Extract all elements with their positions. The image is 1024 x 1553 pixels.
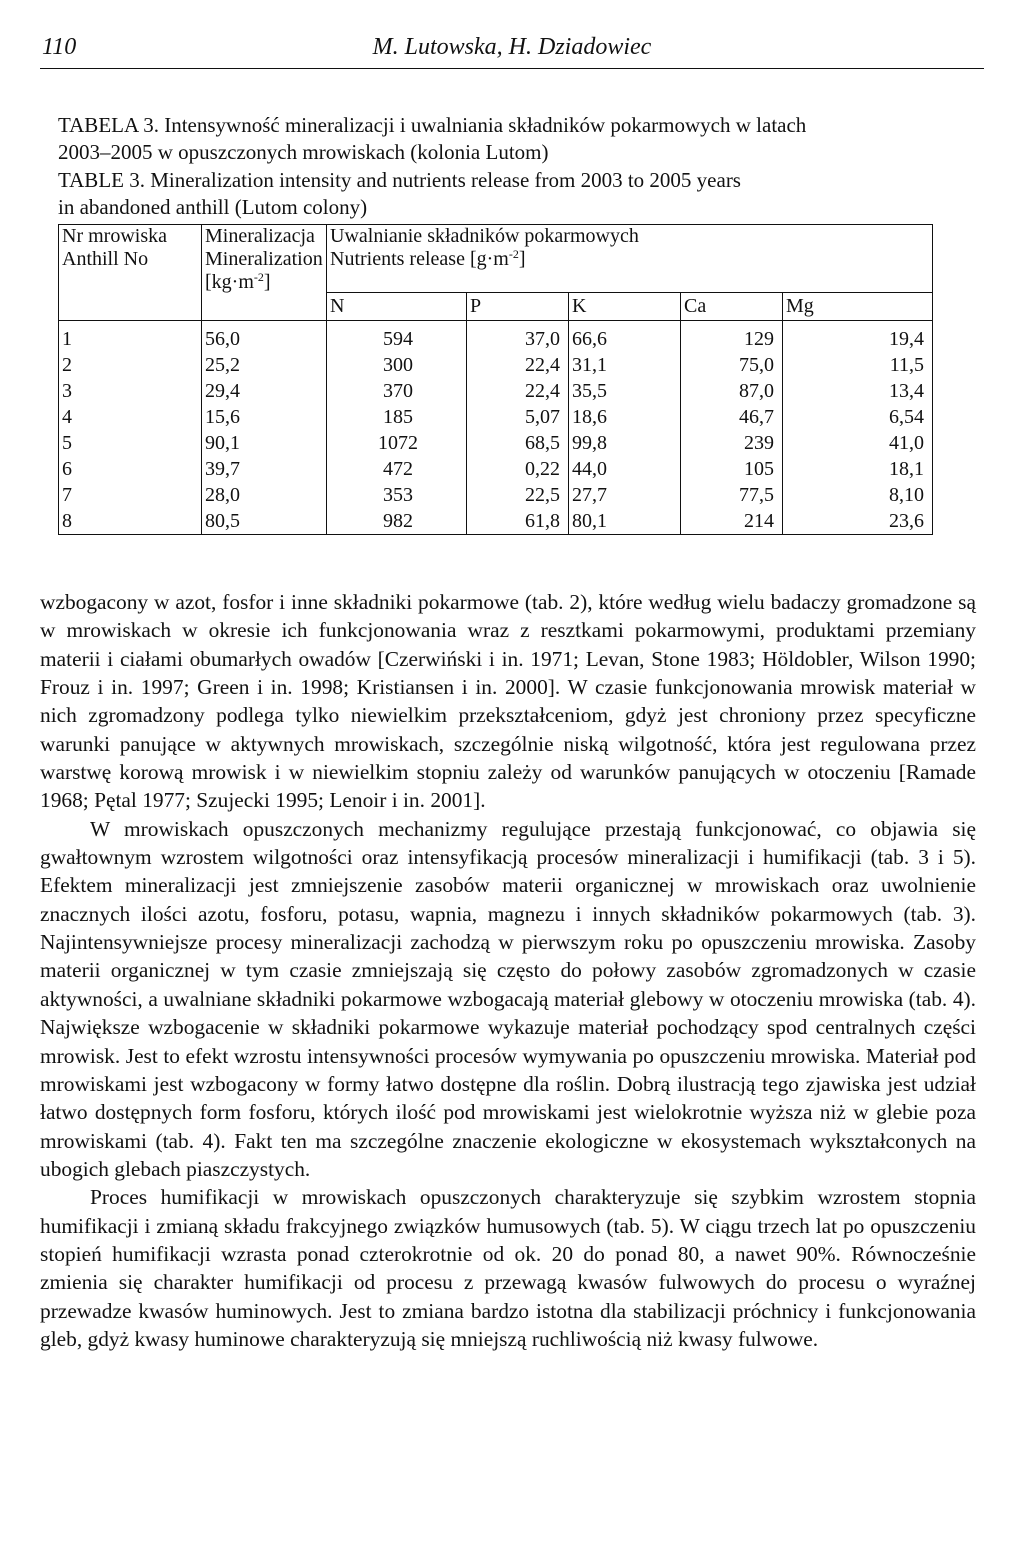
cell-no: 3	[59, 378, 202, 404]
cell-mg: 41,0	[783, 430, 933, 456]
cell-no: 5	[59, 430, 202, 456]
cell-min: 80,5	[202, 508, 327, 535]
cell-no: 7	[59, 482, 202, 508]
cell-p: 22,4	[467, 378, 569, 404]
cell-mg: 11,5	[783, 352, 933, 378]
table-row	[59, 326, 933, 352]
cell-k: 44,0	[569, 456, 681, 482]
cell-p: 37,0	[467, 326, 569, 352]
cell-k: 80,1	[569, 508, 681, 535]
running-header-authors: M. Lutowska, H. Dziadowiec	[372, 34, 652, 60]
cell-p: 22,5	[467, 482, 569, 508]
header-mg: Mg	[783, 293, 933, 321]
header-anthill-no: Nr mrowiska Anthill No	[59, 225, 202, 321]
cell-mg: 23,6	[783, 508, 933, 535]
cell-mg: 19,4	[783, 326, 933, 352]
cell-mg: 18,1	[783, 456, 933, 482]
header-n: N	[327, 293, 467, 321]
cell-mg: 8,10	[783, 482, 933, 508]
cell-k: 35,5	[569, 378, 681, 404]
cell-no: 1	[59, 326, 202, 352]
caption-line-pl-2: 2003–2005 w opuszczonych mrowiskach (kolonia Lutom)	[58, 140, 549, 165]
cell-p: 5,07	[467, 404, 569, 430]
caption-line-en-1: TABLE 3. Mineralization intensity and nutrients release from 2003 to 2005 years	[58, 167, 741, 192]
cell-k: 31,1	[569, 352, 681, 378]
cell-n: 1072	[327, 430, 467, 456]
cell-no: 4	[59, 404, 202, 430]
cell-n: 594	[327, 326, 467, 352]
cell-ca: 75,0	[681, 352, 783, 378]
table-row	[59, 404, 933, 430]
cell-mg: 6,54	[783, 404, 933, 430]
cell-n: 472	[327, 456, 467, 482]
table-row	[59, 378, 933, 404]
header-mineralization: Mineralizacja Mineralization $[kg\cdot m^{-2}]$	[202, 225, 327, 321]
body-text	[40, 588, 976, 1353]
table-row	[59, 508, 933, 535]
cell-n: 982	[327, 508, 467, 535]
cell-ca: 105	[681, 456, 783, 482]
cell-p: 22,4	[467, 352, 569, 378]
cell-min: 90,1	[202, 430, 327, 456]
table-row	[59, 456, 933, 482]
cell-k: 66,6	[569, 326, 681, 352]
cell-ca: 214	[681, 508, 783, 535]
cell-p: 0,22	[467, 456, 569, 482]
header-k: K	[569, 293, 681, 321]
cell-ca: 239	[681, 430, 783, 456]
cell-min: 15,6	[202, 404, 327, 430]
cell-ca: 46,7	[681, 404, 783, 430]
cell-n: 353	[327, 482, 467, 508]
paragraph-3: Proces humifikacji w mrowiskach opuszczonych charakteryzuje się szybkim wzrostem stopnia humifikacji i zmianą składu frakcyjnego związków humusowych (tab. 5). W ciągu trzech lat po opuszczeniu stopień humifikacji wzrasta ponad czterokrotnie od ok. 20 do ponad 80, a nawet 90%. Równocześnie zmienia się charakter humifikacji od procesu z przewagą kwasów fulwowych do procesu o wyraźnej przewadze kwasów huminowych. Jest to zmiana bardzo istotna dla stabilizacji próchnicy i funkcjonowania gleb, gdyż kwasy huminowe charakteryzują się mniejszą ruchliwością niż kwasy fulwowe.	[40, 1185, 976, 1351]
cell-min: 25,2	[202, 352, 327, 378]
header-ca: Ca	[681, 293, 783, 321]
caption-line-pl-1: TABELA 3. Intensywność mineralizacji i uwalniania składników pokarmowych w latach	[58, 113, 807, 137]
cell-min: 56,0	[202, 326, 327, 352]
cell-mg: 13,4	[783, 378, 933, 404]
table-row	[59, 430, 933, 456]
cell-no: 2	[59, 352, 202, 378]
cell-min: 28,0	[202, 482, 327, 508]
header-nutrients-release: Uwalnianie składników pokarmowych Nutrients release $[g\cdot m^{-2}]$	[327, 225, 933, 293]
table-caption	[58, 112, 958, 222]
running-header	[40, 30, 984, 69]
cell-ca: 77,5	[681, 482, 783, 508]
data-table	[58, 224, 933, 535]
cell-k: 18,6	[569, 404, 681, 430]
page-number: 110	[42, 34, 77, 60]
paragraph-1: wzbogacony w azot, fosfor i inne składniki pokarmowe (tab. 2), które według wielu badaczy gromadzone są w mrowiskach w okresie ich funkcjonowania wraz z resztkami pokarmowymi, produktami przemiany materii i ciałami obumarłych owadów [Czerwiński i in. 1971; Levan, Stone 1983; Höldobler, Wilson 1990; Frouz i in. 1997; Green i in. 1998; Kristiansen i in. 2000]. W czasie funkcjonowania mrowisk materiał w nich zgromadzony podlega tylko niewielkim przekształceniom, gdyż jest chroniony przez specyficzne warunki panujące w aktywnych mrowiskach, szczególnie niską wilgotność, która jest regulowana przez warstwę korową mrowisk i w niewielkim stopniu zależy od warunków panujących w otoczeniu [Ramade 1968; Pętal 1977; Szujecki 1995; Lenoir i in. 2001].	[40, 590, 976, 813]
cell-k: 27,7	[569, 482, 681, 508]
cell-n: 300	[327, 352, 467, 378]
cell-p: 68,5	[467, 430, 569, 456]
cell-min: 29,4	[202, 378, 327, 404]
cell-ca: 129	[681, 326, 783, 352]
cell-min: 39,7	[202, 456, 327, 482]
cell-n: 185	[327, 404, 467, 430]
cell-no: 6	[59, 456, 202, 482]
caption-line-en-2: in abandoned anthill (Lutom colony)	[58, 195, 368, 220]
paragraph-2: W mrowiskach opuszczonych mechanizmy regulujące przestają funkcjonować, co objawia się gwałtownym wzrostem wilgotności oraz intensyfikacją procesów mineralizacji i humifikacji (tab. 3 i 5). Efektem mineralizacji jest zmniejszenie zasobów materii organicznej w mrowiskach oraz uwolnienie znacznych ilości azotu, fosforu, potasu, wapnia, magnezu i innych składników pokarmowych (tab. 3). Najintensywniejsze procesy mineralizacji zachodzą w pierwszym roku po opuszczeniu mrowiska. Zasoby materii organicznej w tym czasie zmniejszają się często do połowy zasobów zgromadzonych w czasie aktywności, a uwalniane składniki pokarmowe wzbogacają materiał glebowy w otoczeniu mrowiska (tab. 4). Największe wzbogacenie w składniki pokarmowe wykazuje materiał pochodzący spod centralnych części mrowisk. Jest to efekt wzrostu intensywności procesów wymywania po opuszczeniu mrowiska. Materiał pod mrowiskami jest wzbogacony w formy łatwo dostępne dla roślin. Dobrą ilustracją tego zjawiska jest udział łatwo dostępnych form fosforu, których ilość pod mrowiskami jest wielokrotnie wyższa niż w glebie poza mrowiskami (tab. 4). Fakt ten ma szczególne znaczenie ekologiczne w ekosystemach wykształconych na ubogich glebach piaszczystych.	[40, 816, 976, 1181]
table-row	[59, 352, 933, 378]
cell-ca: 87,0	[681, 378, 783, 404]
cell-k: 99,8	[569, 430, 681, 456]
table-row	[59, 482, 933, 508]
cell-no: 8	[59, 508, 202, 535]
cell-n: 370	[327, 378, 467, 404]
header-p: P	[467, 293, 569, 321]
cell-p: 61,8	[467, 508, 569, 535]
